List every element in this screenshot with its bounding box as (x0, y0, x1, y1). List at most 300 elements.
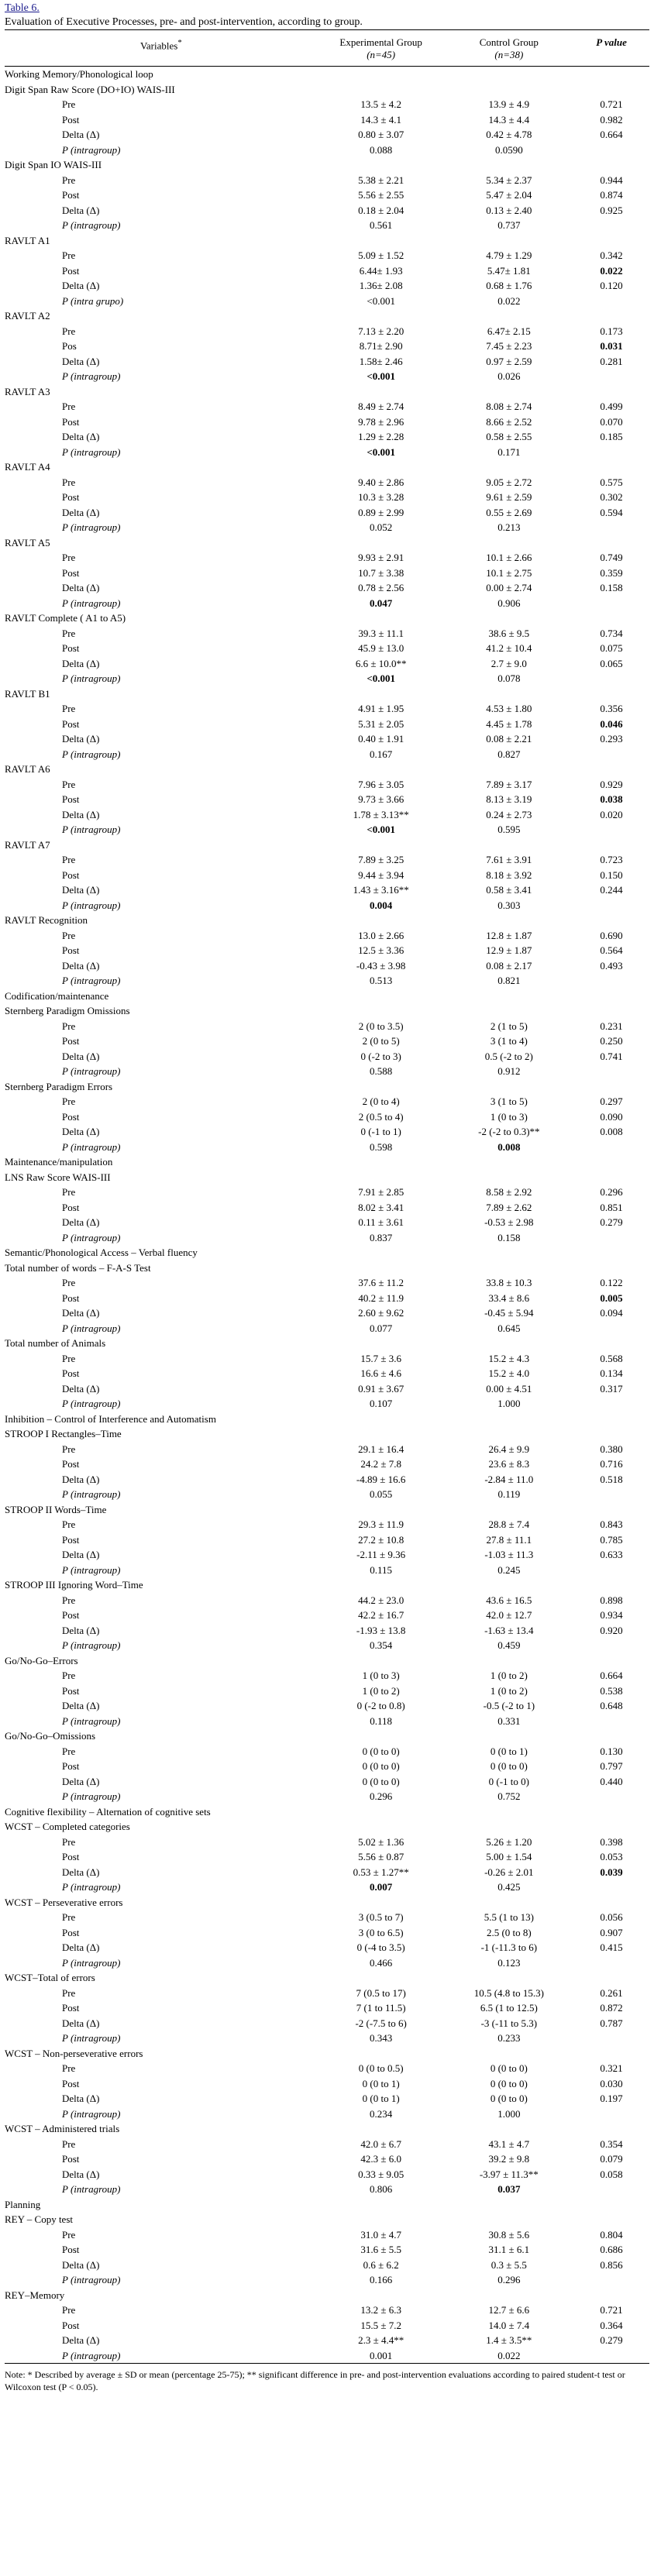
p-value: 0.038 (600, 793, 623, 805)
group-label: Total number of words – F-A-S Test (5, 1261, 151, 1274)
control-value: 0.022 (497, 294, 521, 307)
row-label: Pre (62, 703, 76, 714)
group-label: RAVLT A5 (5, 536, 50, 549)
control-value: 0.233 (497, 2032, 521, 2044)
table-row (5, 566, 649, 581)
control-value: 28.8 ± 7.4 (488, 1518, 530, 1530)
row-label: P (intragroup) (62, 748, 121, 760)
table-row (5, 2031, 649, 2046)
row-label: Post (62, 2244, 80, 2255)
p-value: 0.499 (600, 401, 623, 412)
group-label: REY–Memory (5, 2289, 65, 2301)
table-row (5, 97, 649, 112)
row-label: Pre (62, 98, 76, 110)
group-row (5, 1653, 649, 1669)
control-value: 26.4 ± 9.9 (488, 1443, 530, 1455)
row-label: P (intragroup) (62, 2107, 121, 2120)
control-value: -0.53 ± 2.98 (484, 1216, 534, 1228)
group-row (5, 1079, 649, 1095)
control-value: 2 (1 to 5) (490, 1020, 528, 1032)
group-label: RAVLT A6 (5, 763, 50, 775)
p-value: 0.723 (600, 854, 623, 865)
table-row (5, 1608, 649, 1623)
control-value: 0.08 ± 2.21 (486, 733, 532, 745)
row-label: Pre (62, 627, 76, 639)
p-value: 0.296 (600, 1186, 623, 1198)
experimental-value: 40.2 ± 11.9 (358, 1291, 404, 1304)
table-row (5, 1094, 649, 1109)
row-label: Pre (62, 929, 76, 941)
experimental-value: 1.43 ± 3.16** (353, 884, 409, 896)
p-value: 0.664 (600, 1670, 623, 1681)
table-row (5, 1140, 649, 1155)
row-label: P (intragroup) (62, 1956, 121, 1969)
p-value (573, 1396, 649, 1412)
control-value: 4.79 ± 1.29 (486, 249, 532, 261)
group-row (5, 1336, 649, 1351)
control-value: -3.97 ± 11.3** (479, 2168, 539, 2180)
row-label: Delta (Δ) (62, 1624, 100, 1636)
row-label: P (intragroup) (62, 370, 121, 382)
table-row (5, 112, 649, 128)
p-value: 0.122 (600, 1277, 623, 1288)
table-row (5, 339, 649, 354)
control-value: 0 (0 to 0) (490, 1760, 528, 1772)
row-label: Pre (62, 174, 76, 186)
p-value: 0.039 (600, 1866, 623, 1878)
table-row (5, 882, 649, 898)
p-value: 0.633 (600, 1549, 623, 1560)
control-value: -1.63 ± 13.4 (484, 1624, 534, 1636)
group-label: WCST–Total of errors (5, 1972, 95, 1983)
group-row (5, 1426, 649, 1442)
control-value: 0.24 ± 2.73 (486, 808, 532, 820)
control-value: 4.53 ± 1.80 (486, 703, 532, 714)
table-row (5, 717, 649, 732)
experimental-value: 0 (-2 to 3) (360, 1050, 401, 1062)
control-value: 0.645 (497, 1322, 521, 1334)
row-label: Delta (Δ) (62, 1126, 100, 1137)
experimental-value: 0.33 ± 9.05 (358, 2168, 404, 2180)
table-row (5, 973, 649, 989)
experimental-value: 13.0 ± 2.66 (358, 929, 404, 941)
experimental-value: 5.09 ± 1.52 (358, 249, 404, 261)
p-value: 0.094 (600, 1307, 623, 1319)
p-value (573, 2182, 649, 2197)
experimental-value: 0 (0 to 1) (362, 2077, 400, 2089)
row-label: Post (62, 415, 80, 428)
control-value: 0.008 (497, 1140, 521, 1153)
experimental-value: 0.167 (370, 748, 393, 760)
table-row (5, 868, 649, 883)
control-value: 0.459 (497, 1639, 521, 1651)
control-value: 0 (0 to 0) (490, 2093, 528, 2104)
row-label: Delta (Δ) (62, 2168, 100, 2180)
group-label: Sternberg Paradigm Errors (5, 1080, 113, 1092)
group-label: LNS Raw Score WAIS-III (5, 1171, 111, 1183)
control-value: 0 (-1 to 0) (488, 1775, 529, 1787)
table-row (5, 1532, 649, 1548)
p-value: 0.079 (600, 2153, 623, 2165)
p-value: 0.046 (600, 717, 623, 730)
experimental-value: 29.1 ± 16.4 (358, 1443, 404, 1455)
row-label: P (intra grupo) (62, 294, 124, 307)
experimental-value: 2.60 ± 9.62 (358, 1307, 404, 1319)
control-value: 15.2 ± 4.0 (488, 1367, 530, 1379)
p-value: 0.070 (600, 415, 623, 428)
table-row (5, 1366, 649, 1381)
row-label: Post (62, 2002, 80, 2014)
table-row (5, 2061, 649, 2076)
experimental-value: 1.58± 2.46 (359, 355, 403, 367)
experimental-value: 0.004 (370, 899, 393, 911)
table-row (5, 958, 649, 974)
control-value: 23.6 ± 8.3 (488, 1458, 530, 1470)
control-value: 8.13 ± 3.19 (486, 793, 532, 805)
row-label: Pre (62, 1670, 76, 1681)
row-label: Delta (Δ) (62, 129, 100, 140)
table-row (5, 1623, 649, 1639)
p-value: 0.056 (600, 1911, 623, 1923)
row-label: Delta (Δ) (62, 657, 100, 669)
section-row (5, 67, 649, 82)
p-value (573, 822, 649, 837)
row-label: Pre (62, 1095, 76, 1107)
experimental-value: 9.73 ± 3.66 (358, 793, 404, 805)
row-label: Pre (62, 552, 76, 563)
table-row (5, 898, 649, 913)
experimental-value: 4.91 ± 1.95 (358, 703, 404, 714)
group-label: RAVLT Recognition (5, 914, 88, 926)
experimental-value: 1 (0 to 2) (362, 1684, 400, 1697)
p-value: 0.785 (600, 1533, 623, 1546)
group-label: RAVLT A3 (5, 385, 50, 397)
row-label: Post (62, 1684, 80, 1697)
control-value: 14.3 ± 4.4 (488, 113, 530, 126)
p-value: 0.197 (600, 2093, 623, 2104)
experimental-value: <0.001 (367, 445, 395, 458)
table-row (5, 1925, 649, 1941)
p-value: 0.354 (600, 2137, 623, 2150)
group-row (5, 1895, 649, 1911)
control-value: 10.5 (4.8 to 15.3) (473, 1986, 544, 1999)
table-row (5, 294, 649, 309)
row-label: Post (62, 566, 80, 579)
row-label: Pre (62, 2137, 76, 2150)
table-row (5, 1593, 649, 1608)
row-label: Delta (Δ) (62, 1700, 100, 1711)
header-variables: Variables* (139, 38, 182, 52)
experimental-value: 29.3 ± 11.9 (358, 1518, 404, 1530)
row-label: Pre (62, 1186, 76, 1198)
p-value: 0.185 (600, 431, 623, 442)
row-label: Pre (62, 1352, 76, 1364)
table-row (5, 580, 649, 596)
control-value: 0.296 (497, 2274, 521, 2285)
experimental-value: 2 (0 to 4) (362, 1095, 400, 1107)
table-row (5, 475, 649, 490)
row-label: Delta (Δ) (62, 1307, 100, 1319)
experimental-value: 0.40 ± 1.91 (358, 733, 404, 745)
table-row (5, 2091, 649, 2107)
row-label: Post (62, 1201, 80, 1213)
p-value (573, 1638, 649, 1653)
p-value: 0.415 (600, 1941, 623, 1953)
row-label: Pre (62, 854, 76, 865)
control-value: 7.89 ± 2.62 (486, 1201, 532, 1213)
section-row (5, 989, 649, 1004)
experimental-value: 3 (0 to 6.5) (358, 1926, 404, 1938)
control-value: 5.5 (1 to 13) (484, 1911, 534, 1923)
experimental-value: 10.3 ± 3.28 (358, 491, 404, 503)
group-row (5, 2046, 649, 2062)
experimental-value: 0.077 (370, 1322, 393, 1334)
table-row (5, 641, 649, 656)
p-value: 0.359 (600, 566, 623, 579)
control-value: 12.8 ± 1.87 (486, 929, 532, 941)
table-row (5, 1457, 649, 1472)
table-row (5, 1321, 649, 1336)
p-value: 0.008 (600, 1126, 623, 1137)
row-label: Pre (62, 2228, 76, 2241)
experimental-value: 0.513 (370, 975, 393, 986)
control-value: 0.00 ± 2.74 (486, 582, 532, 593)
control-value: 0.827 (497, 748, 521, 760)
row-label: Pre (62, 778, 76, 790)
p-value (573, 143, 649, 158)
group-label: Sternberg Paradigm Omissions (5, 1005, 130, 1016)
group-label: REY – Copy test (5, 2213, 73, 2225)
table-row (5, 1215, 649, 1230)
group-row (5, 233, 649, 249)
p-value (573, 898, 649, 913)
experimental-value: 5.56 ± 2.55 (358, 189, 404, 201)
control-value: -3 (-11 to 5.3) (480, 2017, 538, 2029)
table-row (5, 263, 649, 279)
p-value: 0.005 (600, 1291, 623, 1304)
group-label: WCST – Completed categories (5, 1821, 130, 1832)
table-row (5, 671, 649, 686)
experimental-value: -2 (-7.5 to 6) (355, 2017, 407, 2029)
table-row (5, 520, 649, 535)
p-value: 0.721 (600, 2304, 623, 2316)
experimental-value: 15.5 ± 7.2 (360, 2319, 401, 2331)
control-value: 39.2 ± 9.8 (488, 2153, 530, 2165)
experimental-value: 39.3 ± 11.1 (358, 627, 404, 639)
table-row (5, 2348, 649, 2364)
experimental-value: 0.296 (370, 1790, 393, 1802)
control-value: -1.03 ± 11.3 (484, 1549, 534, 1560)
p-value: 0.279 (600, 2334, 623, 2346)
p-value (573, 1714, 649, 1729)
experimental-value: 45.9 ± 13.0 (358, 642, 404, 654)
experimental-value: 42.3 ± 6.0 (360, 2153, 401, 2165)
table-row (5, 1487, 649, 1502)
experimental-value: 5.31 ± 2.05 (358, 717, 404, 730)
row-label: Pre (62, 1986, 76, 1999)
section-label: Codification/maintenance (5, 989, 109, 1002)
row-label: Post (62, 1458, 80, 1470)
control-value: 0.078 (497, 672, 521, 684)
table-row (5, 143, 649, 158)
row-label: Delta (Δ) (62, 1775, 100, 1787)
table-row (5, 2242, 649, 2258)
header-experimental: Experimental Group (n=45) (339, 36, 422, 60)
row-label: P (intragroup) (62, 1231, 121, 1243)
p-value: 0.053 (600, 1851, 623, 1862)
control-value: 1.4 ± 3.5** (486, 2334, 532, 2346)
table-caption (5, 0, 649, 29)
control-value: 6.5 (1 to 12.5) (480, 2002, 538, 2014)
p-value: 0.874 (600, 189, 623, 201)
table-row (5, 1955, 649, 1971)
row-label: Post (62, 2153, 80, 2165)
experimental-value: 0.53 ± 1.27** (353, 1866, 409, 1878)
table-row (5, 1940, 649, 1955)
experimental-value: 0.055 (370, 1488, 393, 1500)
table-row (5, 2258, 649, 2273)
group-row (5, 308, 649, 324)
experimental-value: 9.93 ± 2.91 (358, 552, 404, 563)
p-value: 0.250 (600, 1035, 623, 1047)
section-label: Maintenance/manipulation (5, 1156, 113, 1168)
p-value: 0.321 (600, 2062, 623, 2074)
p-value: 0.934 (600, 1609, 623, 1621)
row-label: Pre (62, 2304, 76, 2316)
table-row (5, 1714, 649, 1729)
experimental-value: 0.107 (370, 1398, 393, 1409)
experimental-value: 7.96 ± 3.05 (358, 778, 404, 790)
table-row (5, 807, 649, 823)
table-row (5, 429, 649, 445)
table-row (5, 2151, 649, 2167)
row-label: Delta (Δ) (62, 733, 100, 745)
control-value: 1 (0 to 3) (490, 1110, 528, 1123)
p-value: 0.716 (600, 1458, 623, 1470)
p-value: 0.856 (600, 2258, 623, 2271)
experimental-value: 0 (-4 to 3.5) (356, 1941, 405, 1953)
row-label: Pre (62, 1277, 76, 1288)
row-label: Delta (Δ) (62, 2017, 100, 2029)
p-value (573, 2031, 649, 2046)
row-label: P (intragroup) (62, 1639, 121, 1651)
table-row (5, 173, 649, 188)
group-row (5, 384, 649, 400)
experimental-value: 0.354 (370, 1639, 393, 1651)
p-value: 0.648 (600, 1700, 623, 1711)
control-value: 1.000 (497, 1398, 521, 1409)
experimental-value: 0.052 (370, 521, 393, 533)
row-label: Delta (Δ) (62, 2258, 100, 2271)
section-row (5, 1245, 649, 1260)
section-row (5, 1804, 649, 1820)
experimental-value: 0.343 (370, 2032, 393, 2044)
table-row (5, 550, 649, 566)
table-row (5, 1033, 649, 1049)
p-value (573, 1563, 649, 1578)
row-label: Post (62, 2319, 80, 2331)
control-value: 10.1 ± 2.75 (486, 566, 532, 579)
experimental-value: 16.6 ± 4.6 (360, 1367, 401, 1379)
experimental-value: 2 (0 to 5) (362, 1035, 400, 1047)
group-label: WCST – Non-perseverative errors (5, 2047, 143, 2059)
control-value: 27.8 ± 11.1 (486, 1533, 532, 1546)
p-value: 0.130 (600, 1745, 623, 1757)
control-value: 5.26 ± 1.20 (486, 1835, 532, 1848)
table-row (5, 1275, 649, 1291)
row-label: Delta (Δ) (62, 2093, 100, 2104)
row-label: P (intragroup) (62, 1398, 121, 1409)
p-value: 0.944 (600, 174, 623, 186)
control-value: 0.68 ± 1.76 (486, 280, 532, 291)
table-row (5, 1668, 649, 1684)
row-label: P (intragroup) (62, 1714, 121, 1727)
control-value: 0.171 (497, 445, 521, 458)
experimental-value: 7.13 ± 2.20 (358, 325, 404, 337)
control-value: 0.022 (497, 2349, 521, 2361)
p-value: 0.261 (600, 1986, 623, 1999)
experimental-value: 9.44 ± 3.94 (358, 868, 404, 881)
row-label: Post (62, 793, 80, 805)
table-row (5, 928, 649, 944)
group-label: STROOP I Rectangles–Time (5, 1428, 122, 1439)
control-value: -0.26 ± 2.01 (484, 1866, 534, 1878)
experimental-value: <0.001 (367, 294, 395, 307)
p-value: 0.158 (600, 582, 623, 593)
section-label: Semantic/Phonological Access – Verbal fluency (5, 1247, 198, 1258)
group-row (5, 1728, 649, 1744)
table-label[interactable]: Table 6. (5, 2, 40, 14)
row-label: P (intragroup) (62, 2032, 121, 2044)
p-value: 0.929 (600, 778, 623, 790)
row-label: Post (62, 1760, 80, 1772)
experimental-value: 0 (0 to 0) (362, 1775, 400, 1787)
control-value: 7.89 ± 3.17 (486, 778, 532, 790)
experimental-value: 2 (0.5 to 4) (358, 1110, 404, 1123)
row-label: Delta (Δ) (62, 1549, 100, 1560)
table-row (5, 1019, 649, 1034)
experimental-value: 14.3 ± 4.1 (360, 113, 401, 126)
p-value: 0.741 (600, 1050, 623, 1062)
experimental-value: 5.02 ± 1.36 (358, 1835, 404, 1848)
control-value: 30.8 ± 5.6 (488, 2228, 530, 2241)
experimental-value: 31.6 ± 5.5 (360, 2244, 401, 2255)
table-row (5, 354, 649, 370)
row-label: Pre (62, 249, 76, 261)
p-value (573, 2107, 649, 2122)
p-value (573, 1321, 649, 1336)
experimental-value: 5.38 ± 2.21 (358, 174, 404, 186)
experimental-value: 0.18 ± 2.04 (358, 204, 404, 216)
experimental-value: 1 (0 to 3) (362, 1670, 400, 1681)
p-value: 0.317 (600, 1382, 623, 1395)
control-value: 15.2 ± 4.3 (488, 1352, 530, 1364)
p-value: 0.020 (600, 808, 623, 820)
experimental-value: 0.561 (370, 219, 393, 231)
section-row (5, 1412, 649, 1427)
experimental-value: 0.007 (370, 1881, 393, 1893)
table-row (5, 731, 649, 747)
group-label: Digit Span Raw Score (DO+IO) WAIS-III (5, 83, 175, 95)
row-label: Pre (62, 476, 76, 488)
group-row (5, 1170, 649, 1185)
experimental-value: <0.001 (367, 370, 395, 382)
p-value (573, 1064, 649, 1079)
row-label: P (intragroup) (62, 1790, 121, 1802)
control-value: -1 (-11.3 to 6) (480, 1941, 538, 1953)
row-label: Post (62, 1851, 80, 1862)
p-value: 0.356 (600, 703, 623, 714)
